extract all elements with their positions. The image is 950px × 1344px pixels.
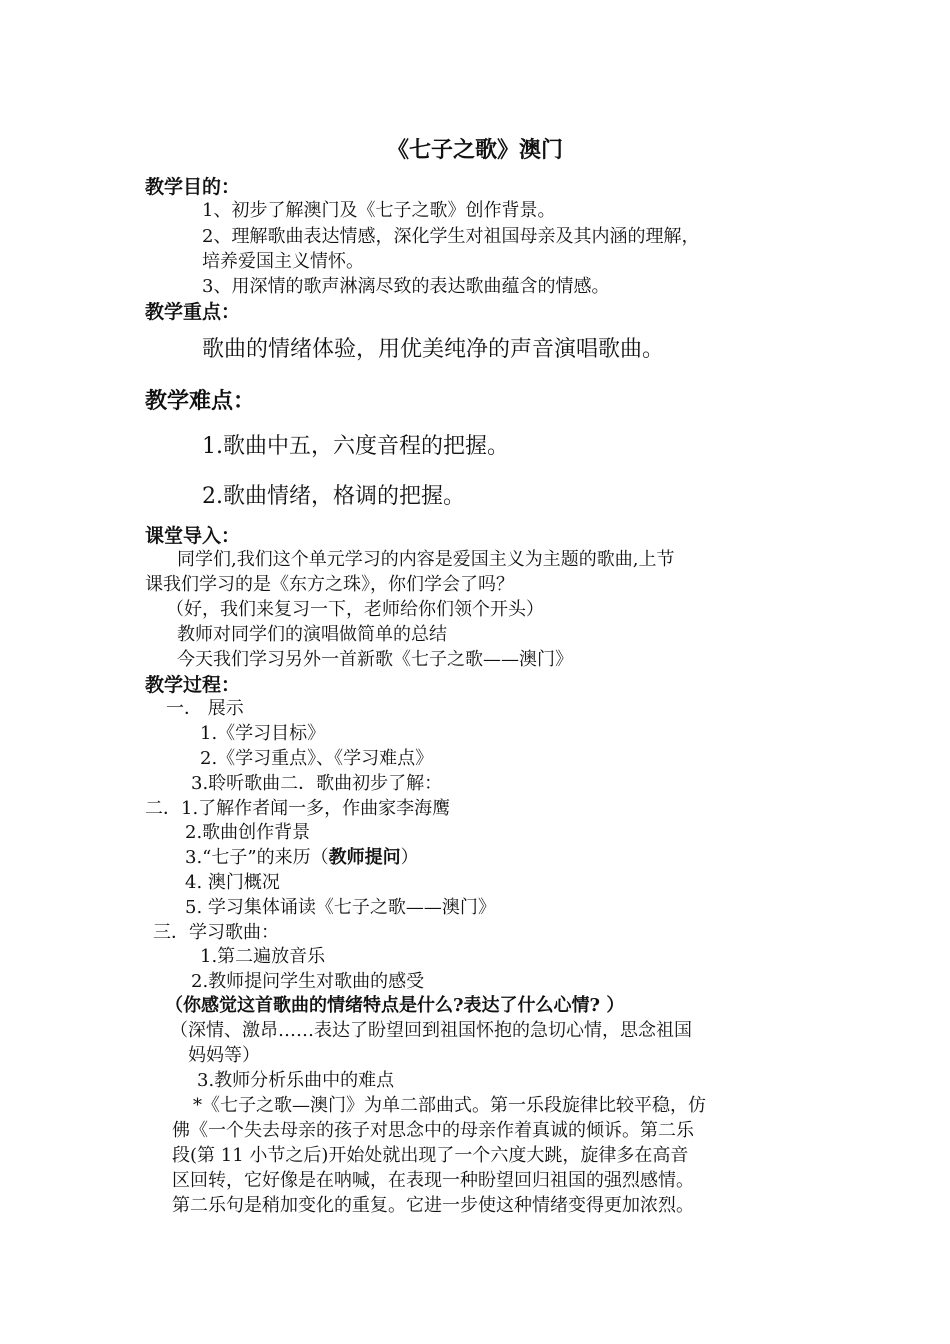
process-item-3-bold: 教师提问 <box>328 847 401 868</box>
intro-line: 今天我们学习另外一首新歌《七子之歌——澳门》 <box>177 649 573 670</box>
objective-item: 3、用深情的歌声淋漓尽致的表达歌曲蕴含的情感。 <box>202 276 610 297</box>
process-item: 4. 澳门概况 <box>185 872 280 893</box>
process-section-1-title: 一． 展示 <box>166 698 244 719</box>
process-item: 2.教师提问学生对歌曲的感受 <box>191 971 425 992</box>
student-answer-line: （深情、激昂……表达了盼望回到祖国怀抱的急切心情，思念祖国 <box>170 1020 692 1041</box>
process-item-3 <box>185 849 419 867</box>
process-item: 1.《学习目标》 <box>200 723 326 744</box>
process-item: 2.歌曲创作背景 <box>185 822 311 843</box>
process-item: 5. 学习集体诵读《七子之歌——澳门》 <box>185 897 496 918</box>
intro-line: 教师对同学们的演唱做简单的总结 <box>177 624 447 645</box>
objective-item: 培养爱国主义情怀。 <box>202 251 364 272</box>
process-heading: 教学过程： <box>145 674 241 696</box>
difficulty-item: 2.歌曲情绪，格调的把握。 <box>202 484 465 509</box>
analysis-line: 段(第 11 小节之后)开始处就出现了一个六度大跳，旋律多在高音 <box>172 1145 689 1166</box>
analysis-line: *《七子之歌—澳门》为单二部曲式。第一乐段旋律比较平稳，仿 <box>193 1095 706 1116</box>
process-section-2-first: 二．1.了解作者闻一多，作曲家李海鹰 <box>145 798 451 819</box>
key-points-text: 歌曲的情绪体验，用优美纯净的声音演唱歌曲。 <box>202 337 665 362</box>
objectives-heading: 教学目的： <box>145 176 241 198</box>
teacher-question: （你感觉这首歌曲的情绪特点是什么?表达了什么心情? ） <box>165 995 625 1016</box>
intro-line: （好，我们来复习一下，老师给你们领个开头） <box>166 599 544 620</box>
key-points-heading: 教学重点： <box>145 301 241 323</box>
intro-line: 课我们学习的是《东方之珠》，你们学会了吗？ <box>145 574 514 595</box>
intro-line: 同学们,我们这个单元学习的内容是爱国主义为主题的歌曲,上节 <box>177 549 675 570</box>
process-item-3-prefix: 3.“七子”的来历（ <box>185 847 329 868</box>
process-item: 1.第二遍放音乐 <box>200 946 326 967</box>
objective-item: 2、理解歌曲表达情感，深化学生对祖国母亲及其内涵的理解， <box>202 226 700 247</box>
process-item: 2.《学习重点》、《学习难点》 <box>200 748 434 769</box>
analysis-line: 区回转，它好像是在呐喊，在表现一种盼望回归祖国的强烈感情。 <box>172 1170 694 1191</box>
document-title: 《七子之歌》澳门 <box>386 137 563 163</box>
intro-heading: 课堂导入： <box>145 525 241 547</box>
student-answer-line: 妈妈等） <box>188 1045 260 1066</box>
process-item-3-suffix: ） <box>400 847 419 868</box>
analysis-line: 佛《一个失去母亲的孩子对思念中的母亲作着真诚的倾诉。第二乐 <box>172 1120 694 1141</box>
analysis-line: 第二乐句是稍加变化的重复。它进一步使这种情绪变得更加浓烈。 <box>172 1195 694 1216</box>
difficulties-heading: 教学难点： <box>145 388 256 414</box>
difficulty-item: 1.歌曲中五，六度音程的把握。 <box>202 434 509 459</box>
process-section-3-title: 三．学习歌曲： <box>153 922 279 943</box>
process-item: 3.教师分析乐曲中的难点 <box>197 1070 395 1091</box>
objective-item: 1、初步了解澳门及《七子之歌》创作背景。 <box>202 200 556 221</box>
process-item: 3.聆听歌曲二．歌曲初步了解： <box>191 773 443 794</box>
